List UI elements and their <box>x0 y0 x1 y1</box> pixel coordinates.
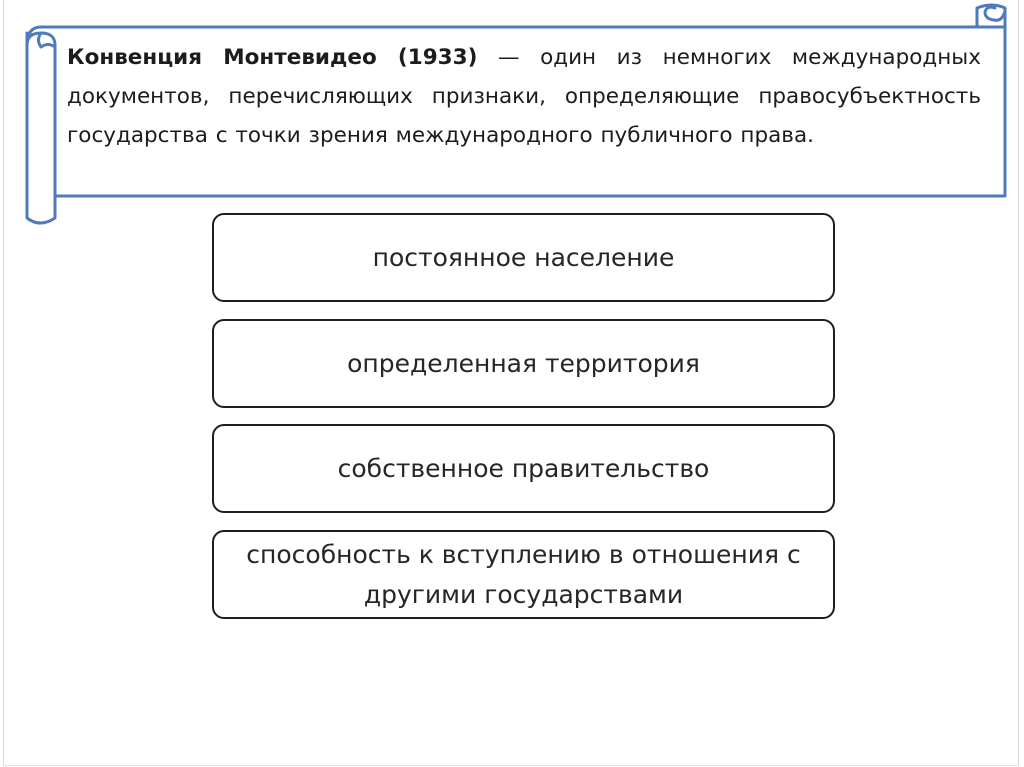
criterion-population: постоянное население <box>212 213 835 302</box>
criterion-territory: определенная территория <box>212 319 835 408</box>
definition-rest: — один из немногих международных документов, перечисляющих признаки, определяющие правосубъектность государства с точки зрения международного публичного права. <box>67 45 981 148</box>
criterion-government: собственное правительство <box>212 424 835 513</box>
criterion-relations: способность к вступлению в отношения с другими государствами <box>212 530 835 619</box>
definition-lead: Конвенция Монтевидео (1933) <box>67 45 478 70</box>
